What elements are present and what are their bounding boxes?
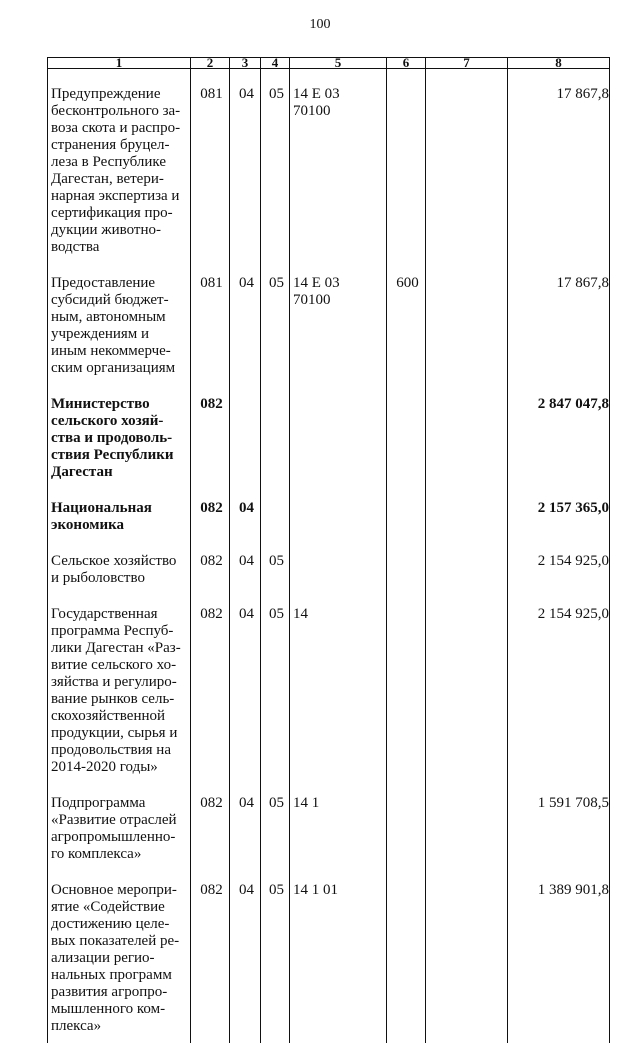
spacer-cell (191, 776, 230, 795)
subsection-code: 05 (261, 882, 290, 1035)
expense-type-code (387, 500, 426, 534)
spacer-cell (48, 776, 191, 795)
section-code: 04 (230, 795, 261, 863)
subsection-code (261, 396, 290, 481)
spacer-cell (387, 377, 426, 396)
row-name: Основное меропри- ятие «Содействие достижению целе- вых показателей ре- ализации регио- нальных программ развития агропро- мышленного ком- плекса» (48, 882, 191, 1035)
spacer-cell (290, 534, 387, 553)
table-body (48, 69, 610, 1043)
spacer-cell (387, 1035, 426, 1043)
spacer-cell (508, 534, 610, 553)
target-article-code (290, 396, 387, 481)
section-code: 04 (230, 553, 261, 587)
row-spacer (48, 1035, 610, 1043)
spacer-cell (508, 863, 610, 882)
spacer-cell (230, 481, 261, 500)
target-article-code (290, 500, 387, 534)
admin-code: 082 (191, 882, 230, 1035)
column-header: 6 (387, 58, 426, 69)
row-name: Подпрограмма «Развитие отраслей агропромышленно- го комплекса» (48, 795, 191, 863)
amount-value: 2 154 925,0 (508, 553, 610, 587)
row-spacer (48, 863, 610, 882)
spacer-cell (387, 587, 426, 606)
expense-type-code: 600 (387, 275, 426, 377)
spacer-cell (261, 587, 290, 606)
row-name: Государственная программа Респуб- лики Дагестан «Раз- витие сельского хо- зяйства и регулиро- вание рынков сель- скохозяйственной продукции, сырья и продовольствия на 2014-2020 годы» (48, 606, 191, 776)
table-row (48, 553, 610, 587)
spacer-cell (387, 256, 426, 275)
row-name: Предоставление субсидий бюджет- ным, автономным учреждениям и иным некоммерче- ским организациям (48, 275, 191, 377)
spacer-cell (290, 863, 387, 882)
spacer-cell (426, 481, 508, 500)
subsection-code (261, 500, 290, 534)
spacer-cell (426, 534, 508, 553)
column-header: 2 (191, 58, 230, 69)
spacer-cell (48, 256, 191, 275)
target-article-code: 14 Е 03 70100 (290, 69, 387, 257)
column-number-header (48, 58, 610, 69)
subsection-code: 05 (261, 795, 290, 863)
row-spacer (48, 587, 610, 606)
spacer-cell (261, 256, 290, 275)
column-7-cell (426, 795, 508, 863)
column-7-cell (426, 553, 508, 587)
column-header: 4 (261, 58, 290, 69)
column-header: 5 (290, 58, 387, 69)
row-name: Сельское хозяйство и рыболовство (48, 553, 191, 587)
spacer-cell (387, 863, 426, 882)
admin-code: 082 (191, 795, 230, 863)
spacer-cell (191, 534, 230, 553)
spacer-cell (426, 863, 508, 882)
spacer-cell (290, 1035, 387, 1043)
spacer-cell (290, 587, 387, 606)
spacer-cell (191, 587, 230, 606)
target-article-code: 14 (290, 606, 387, 776)
column-7-cell (426, 396, 508, 481)
expense-type-code (387, 69, 426, 257)
spacer-cell (290, 776, 387, 795)
row-name: Национальная экономика (48, 500, 191, 534)
spacer-cell (387, 776, 426, 795)
spacer-cell (261, 377, 290, 396)
spacer-cell (191, 481, 230, 500)
column-7-cell (426, 275, 508, 377)
row-name: Министерство сельского хозяй- ства и продоволь- ствия Республики Дагестан (48, 396, 191, 481)
section-code: 04 (230, 882, 261, 1035)
column-header: 7 (426, 58, 508, 69)
spacer-cell (261, 534, 290, 553)
table-row (48, 500, 610, 534)
amount-value: 1 591 708,5 (508, 795, 610, 863)
expense-type-code (387, 396, 426, 481)
subsection-code: 05 (261, 606, 290, 776)
spacer-cell (230, 587, 261, 606)
page-number: 100 (0, 17, 640, 33)
amount-value: 2 847 047,8 (508, 396, 610, 481)
table-row (48, 69, 610, 257)
table-row (48, 396, 610, 481)
admin-code: 082 (191, 606, 230, 776)
column-header: 3 (230, 58, 261, 69)
spacer-cell (290, 377, 387, 396)
subsection-code: 05 (261, 553, 290, 587)
budget-table (47, 57, 610, 1043)
section-code (230, 396, 261, 481)
amount-value: 1 389 901,8 (508, 882, 610, 1035)
spacer-cell (230, 534, 261, 553)
spacer-cell (426, 256, 508, 275)
subsection-code: 05 (261, 69, 290, 257)
section-code: 04 (230, 69, 261, 257)
spacer-cell (191, 1035, 230, 1043)
spacer-cell (508, 377, 610, 396)
spacer-cell (426, 1035, 508, 1043)
spacer-cell (48, 587, 191, 606)
spacer-cell (191, 377, 230, 396)
amount-value: 2 154 925,0 (508, 606, 610, 776)
table-row (48, 606, 610, 776)
section-code: 04 (230, 275, 261, 377)
spacer-cell (508, 776, 610, 795)
admin-code: 082 (191, 396, 230, 481)
spacer-cell (230, 776, 261, 795)
section-code: 04 (230, 500, 261, 534)
spacer-cell (230, 377, 261, 396)
spacer-cell (48, 534, 191, 553)
column-header: 1 (48, 58, 191, 69)
spacer-cell (290, 256, 387, 275)
spacer-cell (261, 1035, 290, 1043)
row-spacer (48, 534, 610, 553)
target-article-code: 14 1 (290, 795, 387, 863)
expense-type-code (387, 606, 426, 776)
admin-code: 081 (191, 275, 230, 377)
target-article-code (290, 553, 387, 587)
spacer-cell (426, 776, 508, 795)
column-7-cell (426, 500, 508, 534)
column-7-cell (426, 69, 508, 257)
spacer-cell (48, 481, 191, 500)
table-row (48, 795, 610, 863)
admin-code: 082 (191, 553, 230, 587)
expense-type-code (387, 553, 426, 587)
spacer-cell (48, 863, 191, 882)
subsection-code: 05 (261, 275, 290, 377)
row-spacer (48, 481, 610, 500)
spacer-cell (191, 256, 230, 275)
table-row (48, 275, 610, 377)
spacer-cell (508, 256, 610, 275)
amount-value: 17 867,8 (508, 275, 610, 377)
amount-value: 2 157 365,0 (508, 500, 610, 534)
spacer-cell (48, 377, 191, 396)
spacer-cell (191, 863, 230, 882)
spacer-cell (508, 587, 610, 606)
expense-type-code (387, 795, 426, 863)
target-article-code: 14 1 01 (290, 882, 387, 1035)
spacer-cell (261, 776, 290, 795)
row-spacer (48, 377, 610, 396)
spacer-cell (230, 1035, 261, 1043)
admin-code: 081 (191, 69, 230, 257)
amount-value: 17 867,8 (508, 69, 610, 257)
spacer-cell (387, 481, 426, 500)
spacer-cell (230, 863, 261, 882)
section-code: 04 (230, 606, 261, 776)
spacer-cell (426, 377, 508, 396)
spacer-cell (426, 587, 508, 606)
row-spacer (48, 256, 610, 275)
spacer-cell (508, 481, 610, 500)
row-name: Предупреждение бесконтрольного за- воза скота и распро- странения бруцел- леза в Республике Дагестан, ветери- нарная экспертиза и сертификация про- дукции животно- водства (48, 69, 191, 257)
column-7-cell (426, 606, 508, 776)
spacer-cell (261, 481, 290, 500)
spacer-cell (48, 1035, 191, 1043)
spacer-cell (261, 863, 290, 882)
admin-code: 082 (191, 500, 230, 534)
spacer-cell (290, 481, 387, 500)
spacer-cell (387, 534, 426, 553)
row-spacer (48, 776, 610, 795)
target-article-code: 14 Е 03 70100 (290, 275, 387, 377)
spacer-cell (508, 1035, 610, 1043)
spacer-cell (230, 256, 261, 275)
column-header: 8 (508, 58, 610, 69)
